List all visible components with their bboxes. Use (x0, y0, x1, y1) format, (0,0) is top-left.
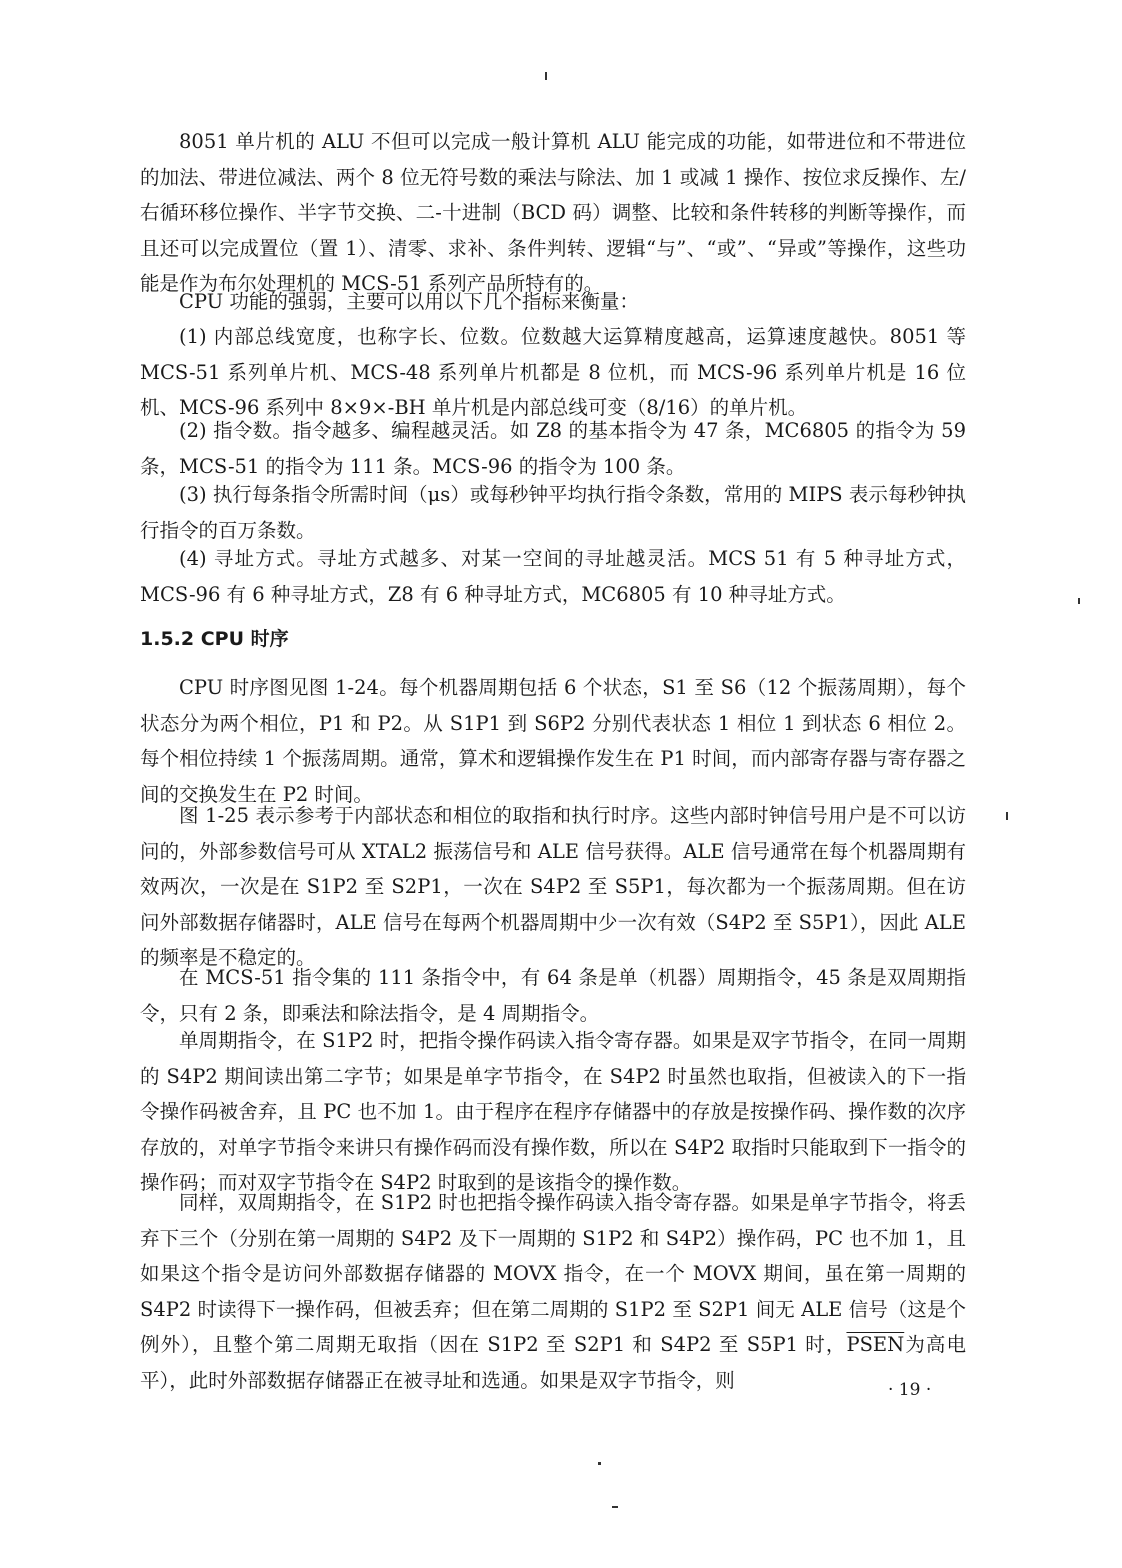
scan-speck (545, 72, 547, 80)
paragraph-double-cycle (140, 1185, 966, 1399)
paragraph-alu: 8051 单片机的 ALU 不但可以完成一般计算机 ALU 能完成的功能，如带进位和不带进位的加法、带进位减法、两个 8 位无符号数的乘法与除法、加 1 或减 1 操作、按位求反操作、左/右循环移位操作、半字节交换、二-十进制（BCD 码）调整、比较和条件转移的判断等操作，而且还可以完成置位（置 1）、清零、求补、条件判转、逻辑“与”、“或”、“异或”等操作，这些功能是作为布尔处理机的 MCS-51 系列产品所特有的。 (140, 130, 966, 296)
paragraph-bus-width: (1) 内部总线宽度，也称字长、位数。位数越大运算精度越高，运算速度越快。8051 等 MCS-51 系列单片机、MCS-48 系列单片机都是 8 位机，而 MCS-96 系列单片机是 16 位机、MCS-96 系列中 8×9×-BH 单片机是内部总线可变（8/16）的单片机。 (140, 325, 966, 420)
scan-speck (1078, 598, 1080, 604)
paragraph-instruction-count: (2) 指令数。指令越多、编程越灵活。如 Z8 的基本指令为 47 条，MC6805 的指令为 59 条，MCS-51 的指令为 111 条。MCS-96 的指令为 100 条。 (140, 419, 966, 478)
paragraph-fetch-execute: 图 1-25 表示参考于内部状态和相位的取指和执行时序。这些内部时钟信号用户是不可以访问的，外部参数信号可从 XTAL2 振荡信号和 ALE 信号获得。ALE 信号通常在每个机器周期有效两次，一次是在 S1P2 至 S2P1，一次在 S4P2 至 S5P1，每次都为一个振荡周期。但在访问外部数据存储器时，ALE 信号在每两个机器周期中少一次有效（S4P2 至 S5P1），因此 ALE 的频率是不稳定的。 (140, 804, 966, 970)
section-heading: 1.5.2 CPU 时序 (140, 628, 289, 650)
scan-speck (1006, 812, 1008, 820)
scan-speck (612, 1506, 618, 1508)
paragraph-cpu-timing: CPU 时序图见图 1-24。每个机器周期包括 6 个状态，S1 至 S6（12 个振荡周期），每个状态分为两个相位，P1 和 P2。从 S1P1 到 S6P2 分别代表状态 1 相位 1 到状态 6 相位 2。每个相位持续 1 个振荡周期。通常，算术和逻辑操作发生在 P1 时间，而内部寄存器与寄存器之间的交换发生在 P2 时间。 (140, 676, 966, 806)
psen-signal: PSEN (846, 1333, 905, 1357)
paragraph-single-cycle: 单周期指令，在 S1P2 时，把指令操作码读入指令寄存器。如果是双字节指令，在同一周期的 S4P2 期间读出第二字节；如果是单字节指令，在 S4P2 时虽然也取指，但被读入的下一指令操作码被舍弃，且 PC 也不加 1。由于程序在程序存储器中的存放是按操作码、操作数的次序存放的，对单字节指令来讲只有操作码而没有操作数，所以在 S4P2 取指时只能取到下一指令的操作码；而对双字节指令在 S4P2 时取到的是该指令的操作数。 (140, 1029, 966, 1195)
paragraph-instruction-cycles: 在 MCS-51 指令集的 111 条指令中，有 64 条是单（机器）周期指令，45 条是双周期指令，只有 2 条，即乘法和除法指令，是 4 周期指令。 (140, 966, 966, 1025)
scan-speck (598, 1462, 601, 1465)
paragraph-execution-time: (3) 执行每条指令所需时间（μs）或每秒钟平均执行指令条数，常用的 MIPS 表示每秒钟执行指令的百万条数。 (140, 483, 966, 542)
text-run: 同样，双周期指令，在 S1P2 时也把指令操作码读入指令寄存器。如果是单字节指令，将丢弃下三个（分别在第一周期的 S4P2 及下一周期的 S1P2 和 S4P2）操作码，PC 也不加 1，且如果这个指令是访问外部数据存储器的 MOVX 指令，在一个 MOVX 期间，虽在第一周期的 S4P2 时读得下一操作码，但被丢弃；但在第二周期的 S1P2 至 S2P1 间无 ALE 信号（这是个例外），且整个第二周期无取指（因在 S1P2 至 S2P1 和 S4P2 至 S5P1 时， (140, 1191, 966, 1357)
paragraph-cpu-criteria: CPU 功能的强弱，主要可以用以下几个指标来衡量： (179, 290, 639, 313)
page-number: · 19 · (888, 1380, 932, 1400)
text-run: 为高电平），此时外部数据存储器正在被寻址和选通。如果是双字节指令，则 (140, 1333, 966, 1392)
paragraph-addressing-modes: (4) 寻址方式。寻址方式越多、对某一空间的寻址越灵活。MCS 51 有 5 种寻址方式，MCS-96 有 6 种寻址方式，Z8 有 6 种寻址方式，MC6805 有 10 种寻址方式。 (140, 547, 966, 606)
